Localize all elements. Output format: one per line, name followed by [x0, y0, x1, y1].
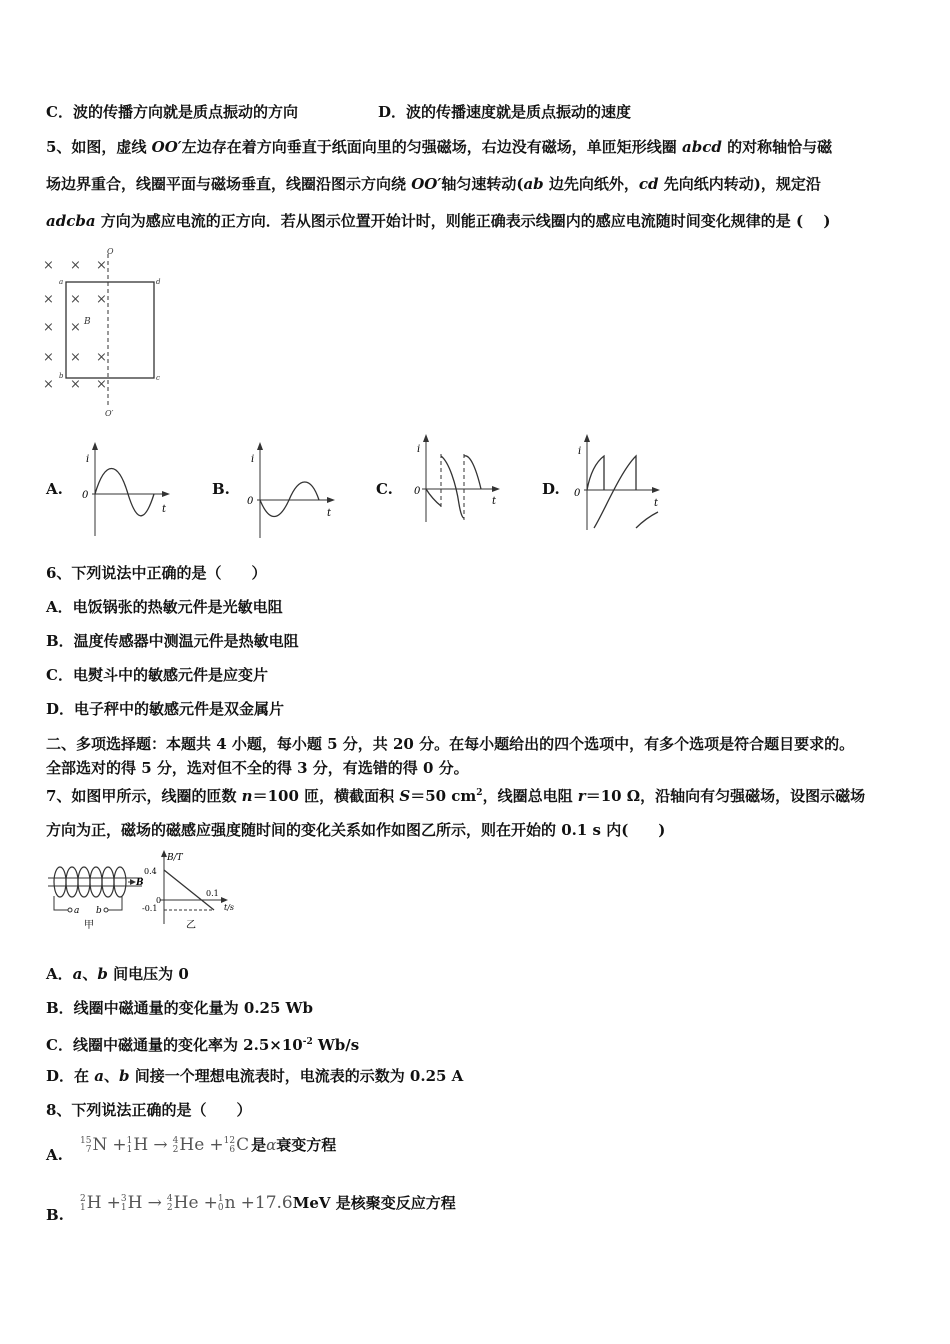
q6-option-d: D．电子秤中的敏感元件是双金属片	[46, 700, 285, 718]
svg-text:0: 0	[247, 496, 254, 507]
svg-text:i: i	[86, 454, 90, 465]
svg-text:B/T: B/T	[167, 853, 183, 863]
svg-text:b: b	[96, 906, 102, 916]
q7-option-b: B．线圈中磁通量的变化量为 0.25 Wb	[46, 999, 313, 1017]
q4-option-d: D．波的传播速度就是质点振动的速度	[378, 103, 632, 121]
svg-text:c: c	[156, 374, 160, 382]
q7-stem-line2: 方向为正，磁场的磁感应强度随时间的变化关系如作如图乙所示，则在开始的 0.1 s 内( )	[46, 821, 666, 839]
q5-graph-a	[78, 440, 178, 540]
svg-text:×: ×	[96, 292, 107, 307]
svg-text:×: ×	[96, 258, 107, 273]
svg-text:×: ×	[70, 350, 81, 365]
svg-text:×: ×	[43, 377, 54, 392]
q8-option-b-label: B.	[46, 1206, 64, 1224]
q7-figure	[44, 848, 244, 934]
svg-text:0.1: 0.1	[206, 889, 219, 898]
svg-text:×: ×	[43, 350, 54, 365]
svg-text:t: t	[492, 496, 497, 507]
q7-option-d: D．在 a、b 间接一个理想电流表时，电流表的示数为 0.25 A	[46, 1067, 464, 1085]
q6-option-b: B．温度传感器中测温元件是热敏电阻	[46, 632, 299, 650]
q5-graph-c	[404, 432, 504, 527]
section2-intro-line1: 二、多项选择题：本题共 4 小题，每小题 5 分，共 20 分。在每小题给出的四个选项中，有多个选项是符合题目要求的。	[46, 735, 855, 753]
q5-option-b-label: B.	[212, 480, 230, 498]
svg-text:i: i	[251, 454, 255, 465]
q8-option-b-equation: 2 1H +3 1H → 4 2He +1 0n +17.6MeV 是核聚变反应方程	[80, 1193, 456, 1213]
svg-text:-0.1: -0.1	[142, 904, 158, 913]
svg-text:0: 0	[156, 896, 162, 905]
q7-option-c: C．线圈中磁通量的变化率为 $2.5\times 10^{-2}$ Wb/s	[46, 1036, 360, 1054]
q7-option-a: A．a、b 间电压为 0	[46, 965, 189, 983]
svg-text:B: B	[84, 317, 91, 327]
svg-text:×: ×	[70, 258, 81, 273]
q5-graph-b	[245, 440, 345, 540]
svg-text:×: ×	[96, 377, 107, 392]
svg-text:t: t	[654, 498, 659, 509]
svg-text:d: d	[156, 278, 161, 286]
svg-text:O′: O′	[105, 409, 114, 418]
section2-intro-line2: 全部选对的得 5 分，选对但不全的得 3 分，有选错的得 0 分。	[46, 759, 469, 777]
q5-coil-figure	[40, 240, 180, 420]
svg-text:×: ×	[70, 320, 81, 335]
svg-text:i: i	[417, 444, 421, 455]
q6-option-c: C．电熨斗中的敏感元件是应变片	[46, 666, 268, 684]
svg-text:t/s: t/s	[224, 903, 235, 912]
svg-text:甲: 甲	[84, 920, 94, 931]
svg-text:×: ×	[70, 292, 81, 307]
svg-text:t: t	[162, 504, 167, 515]
q5-option-c-label: C.	[376, 480, 393, 498]
q5-option-a-label: A.	[46, 480, 63, 498]
svg-text:0: 0	[414, 486, 421, 497]
svg-text:0.4: 0.4	[144, 867, 157, 876]
q6-option-a: A．电饭锅张的热敏元件是光敏电阻	[46, 598, 283, 616]
svg-text:b: b	[59, 372, 64, 380]
q6-stem: 6、下列说法中正确的是（ ）	[46, 564, 267, 582]
q4-option-c: C．波的传播方向就是质点振动的方向	[46, 103, 298, 121]
q8-option-a-equation: 15 7N +1 1H → 4 2He +12 6C 是α衰变方程	[80, 1135, 337, 1155]
svg-text:×: ×	[43, 258, 54, 273]
q8-option-a-label: A.	[46, 1146, 63, 1164]
q5-option-d-label: D.	[542, 480, 560, 498]
coil-turns	[54, 867, 126, 897]
svg-text:B: B	[136, 878, 144, 888]
svg-text:乙: 乙	[186, 920, 196, 931]
svg-text:×: ×	[96, 350, 107, 365]
svg-text:O: O	[107, 247, 114, 256]
svg-text:×: ×	[70, 377, 81, 392]
svg-text:×: ×	[43, 320, 54, 335]
q5-stem-line2: 场边界重合，线圈平面与磁场垂直，线圈沿图示方向绕 OO′轴匀速转动(ab 边先向纸外，cd 先向纸内转动)，规定沿	[46, 175, 821, 193]
svg-text:a: a	[59, 278, 64, 286]
svg-text:×: ×	[43, 292, 54, 307]
svg-text:0: 0	[574, 488, 581, 499]
svg-text:a: a	[74, 906, 80, 916]
svg-text:t: t	[327, 508, 332, 519]
q5-graph-d	[570, 432, 670, 532]
q8-stem: 8、下列说法正确的是（ ）	[46, 1101, 252, 1119]
q7-stem-line1: 7、如图甲所示，线圈的匝数 n＝100 匝，横截面积 S＝50 $cm^2$，线圈总电阻 r＝10 Ω，沿轴向有匀强磁场，设图示磁场	[46, 787, 866, 805]
field-cross-marks	[43, 258, 107, 392]
q5-stem-line3: adcba 方向为感应电流的正方向．若从图示位置开始计时，则能正确表示线圈内的感应电流随时间变化规律的是 ( )	[46, 212, 831, 230]
svg-text:i: i	[578, 446, 582, 457]
svg-text:0: 0	[82, 490, 89, 501]
q5-stem-line1: 5、如图，虚线 OO′左边存在着方向垂直于纸面向里的匀强磁场，右边没有磁场，单匝矩形线圈 abcd 的对称轴恰与磁	[46, 138, 833, 156]
